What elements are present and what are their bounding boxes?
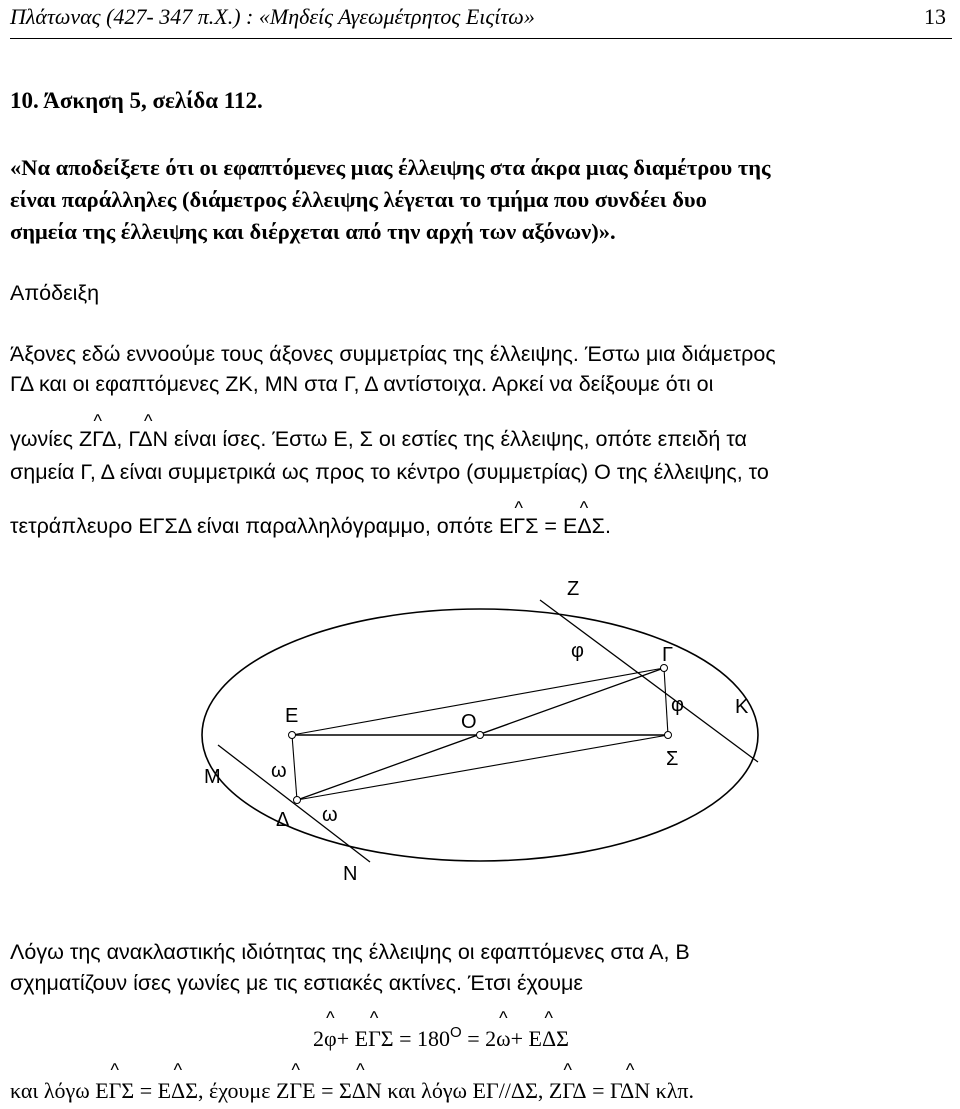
text-segment: τετράπλευρο ΕΓΣΔ είναι παραλληλόγραμμο, οπότε	[10, 514, 499, 538]
final-line	[10, 1078, 694, 1104]
page-number: 13	[924, 4, 946, 29]
label-phi-top: φ	[571, 640, 584, 662]
angle-phi: ^ φ	[324, 1026, 337, 1052]
angle-gdn: ^ ΓΔΝ	[128, 423, 168, 455]
focal-radius-sd	[297, 735, 668, 800]
focal-radius-eg	[292, 668, 664, 735]
proof-heading: Απόδειξη	[10, 281, 100, 305]
label-d: Δ	[276, 809, 290, 831]
statement-line-3: σημεία της έλλειψης και διέρχεται από την αρχή των αξόνων)».	[10, 219, 616, 244]
text-segment: .	[604, 514, 611, 538]
proof-line-4: σημεία Γ, Δ είναι συμμετρικά ως προς το κέντρο (συμμετρίας) Ο της έλλειψης, το	[10, 460, 769, 484]
label-phi-right: φ	[671, 694, 684, 716]
point-s	[665, 732, 672, 739]
eq-part: +	[510, 1026, 529, 1051]
segment-de	[292, 735, 297, 800]
final-part: =	[134, 1078, 158, 1103]
final-part: =	[315, 1078, 339, 1103]
text-segment: =	[538, 514, 563, 538]
point-e	[289, 732, 296, 739]
point-d	[294, 797, 301, 804]
final-part: και λόγω ΕΓ//ΔΣ,	[381, 1078, 549, 1103]
header-title: Πλάτωνας (427- 347 π.Χ.) : «Μηδείς Αγεωμέτρητος Ειςίτω»	[10, 4, 535, 29]
statement-line-1: «Να αποδείξετε ότι οι εφαπτόμενες μιας έλλειψης στα άκρα μιας διαμέτρου της	[10, 155, 771, 180]
eq-part: 2	[313, 1026, 324, 1051]
text-segment: είναι ίσες. Έστω Ε, Σ οι εστίες της έλλειψης, οπότε επειδή τα	[168, 427, 747, 451]
angle-egs-eq: ^ ΕΓΣ	[355, 1026, 394, 1052]
conclusion-line-1: Λόγω της ανακλαστικής ιδιότητας της έλλειψης οι εφαπτόμενες στα Α, Β	[10, 940, 690, 964]
eq-part: = 180	[393, 1026, 451, 1051]
label-omega-left: ω	[271, 760, 287, 782]
angle-zge: ^ ΖΓΕ	[276, 1078, 316, 1104]
angle-zgd-final: ^ ΖΓΔ	[549, 1078, 587, 1104]
proof-line-2: ΓΔ και οι εφαπτόμενες ΖΚ, ΜΝ στα Γ, Δ αντίστοιχα. Αρκεί να δείξουμε ότι οι	[10, 372, 714, 396]
angle-eds: ^ ΕΔΣ	[563, 510, 605, 542]
label-o: Ο	[461, 711, 477, 733]
label-z: Ζ	[567, 578, 580, 600]
final-part: κλπ.	[650, 1078, 695, 1103]
label-m: Μ	[204, 766, 221, 788]
text-segment: γωνίες	[10, 427, 79, 451]
exercise-title: 10. Άσκηση 5, σελίδα 112.	[10, 88, 263, 113]
label-omega-bottom: ω	[322, 804, 338, 826]
degree-sign: Ο	[450, 1024, 462, 1041]
angle-egs-final: ^ ΕΓΣ	[95, 1078, 134, 1104]
angle-omega: ^ ω	[496, 1026, 510, 1052]
final-part: , έχουμε	[198, 1078, 276, 1103]
tangent-zk	[540, 600, 758, 762]
final-part: =	[586, 1078, 611, 1103]
statement-line-2: είναι παράλληλες (διάμετρος έλλειψης λέγεται το τμήμα που συνδέει δυο	[10, 187, 707, 212]
angle-eds-final: ^ ΕΔΣ	[158, 1078, 198, 1104]
angle-zgd: ^ ΖΓΔ	[79, 423, 116, 455]
label-g: Γ	[662, 644, 674, 666]
angle-sdn: ^ ΣΔΝ	[339, 1078, 382, 1104]
point-o	[477, 732, 484, 739]
angle-gdn-final: ^ ΓΔΝ	[610, 1078, 650, 1104]
angle-egs: ^ ΕΓΣ	[499, 510, 538, 542]
text-segment: ,	[116, 427, 129, 451]
eq-part: = 2	[461, 1026, 497, 1051]
segment-gs	[664, 668, 668, 735]
conclusion-line-2: σχηματίζουν ίσες γωνίες με τις εστιακές ακτίνες. Έτσι έχουμε	[10, 971, 583, 995]
angle-eds-eq: ^ ΕΔΣ	[529, 1026, 569, 1052]
angle-equation	[313, 1024, 569, 1052]
label-n: Ν	[343, 863, 358, 885]
label-s: Σ	[666, 748, 679, 770]
final-part: και λόγω	[10, 1078, 96, 1103]
eq-part: +	[336, 1026, 355, 1051]
label-e: Ε	[285, 705, 299, 727]
proof-line-1: Άξονες εδώ εννοούμε τους άξονες συμμετρίας της έλλειψης. Έστω μια διάμετρος	[10, 342, 776, 366]
label-k: Κ	[735, 696, 749, 718]
